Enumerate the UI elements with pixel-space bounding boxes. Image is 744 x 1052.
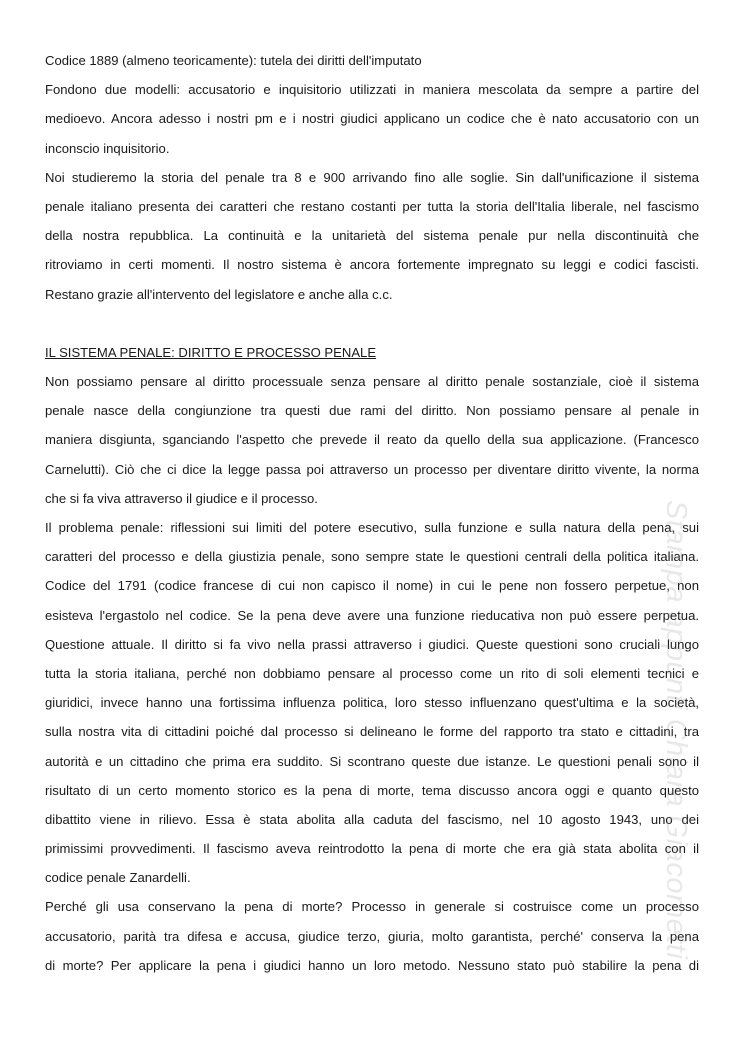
- text-line: Fondono due modelli: accusatorio e inquisitorio utilizzati in maniera mescolata da sempre a partire del: [45, 82, 699, 98]
- text-line: di morte? Per applicare la pena i giudici hanno un loro metodo. Nessuno stato può stabilire la pena di: [45, 957, 699, 973]
- text-line: Codice del 1791 (codice francese di cui non capisco il nome) in cui le pene non fossero perpetue, non: [45, 578, 699, 594]
- text-line: Perché gli usa conservano la pena di morte? Processo in generale si costruisce come un processo: [45, 899, 699, 915]
- text-line: giuridici, invece hanno una fortissima influenza politica, loro stesso influenzano quest'ultima e la società,: [45, 695, 699, 711]
- text-line: penale italiano presenta dei caratteri che restano costanti per tutta la storia dell'Italia liberale, nel fascismo: [45, 198, 699, 214]
- text-line: dibattito viene in rilievo. Essa è stata abolita alla caduta del fascismo, nel 10 agosto 1943, uno dei: [45, 811, 699, 827]
- text-line: autorità e un cittadino che prima era suddito. Si scontrano queste due istanze. Le questioni penali sono il: [45, 753, 699, 769]
- text-line: esisteva l'ergastolo nel codice. Se la pena deve avere una funzione rieducativa non può essere perpetua.: [45, 607, 699, 623]
- text-line: Restano grazie all'intervento del legislatore e anche alla c.c.: [45, 286, 393, 302]
- text-line: Non possiamo pensare al diritto processuale senza pensare al diritto penale sostanziale, cioè il sistema: [45, 374, 699, 390]
- text-line: accusatorio, parità tra difesa e accusa, giudice terzo, giuria, molto garantista, perché' conserva la pena: [45, 928, 699, 944]
- text-line: Carnelutti). Ciò che ci dice la legge passa poi attraverso un processo per diventare diritto vivente, la norma: [45, 461, 699, 477]
- watermark-text: Stampa appunti Chiara Giacometti: [660, 500, 692, 960]
- text-line: Il problema penale: riflessioni sui limiti del potere esecutivo, sulla funzione e sulla natura della pena, sui: [45, 520, 699, 535]
- text-line: inconscio inquisitorio.: [45, 140, 170, 156]
- text-line: Questione attuale. Il diritto si fa vivo nella prassi attraverso i giudici. Queste questioni sono cruciali lungo: [45, 636, 699, 652]
- text-line: penale nasce della congiunzione tra questi due rami del diritto. Non possiamo pensare al penale in: [45, 403, 699, 419]
- text-line: sulla nostra vita di cittadini poiché dal processo si delineano le forme del rapporto tra stato e cittadini, tra: [45, 724, 699, 740]
- text-line: primissimi provvedimenti. Il fascismo aveva reintrodotto la pena di morte che era già stata abolita con il: [45, 841, 699, 857]
- text-line: tutta la storia italiana, perché non dobbiamo pensare al processo come un rito di soli elementi tecnici e: [45, 665, 699, 681]
- text-line: Noi studieremo la storia del penale tra 8 e 900 arrivando fino alle soglie. Sin dall'unificazione il sistema: [45, 169, 699, 185]
- text-line: ritroviamo in certi momenti. Il nostro sistema è ancora fortemente impregnato su leggi e codici fascisti.: [45, 257, 699, 273]
- text-line: caratteri del processo e della giustizia penale, sono sempre state le questioni centrali della politica italiana.: [45, 549, 699, 565]
- paragraph-gap: [45, 309, 699, 338]
- section-heading: IL SISTEMA PENALE: DIRITTO E PROCESSO PENALE: [45, 344, 377, 360]
- text-line: maniera disgiunta, sganciando l'aspetto che prevede il reato da quello della sua applicazione. (Francesco: [45, 432, 699, 448]
- text-line: risultato di un certo momento storico es la pena di morte, tema discusso ancora oggi e quanto questo: [45, 782, 699, 798]
- text-line: della nostra repubblica. La continuità e la unitarietà del sistema penale pur nella discontinuità che: [45, 228, 699, 244]
- text-line: medioevo. Ancora adesso i nostri pm e i nostri giudici applicano un codice che è nato accusatorio con un: [45, 111, 699, 127]
- text-line: codice penale Zanardelli.: [45, 870, 191, 886]
- text-line: Codice 1889 (almeno teoricamente): tutela dei diritti dell'imputato: [45, 53, 422, 68]
- watermark: [648, 500, 694, 1005]
- document-page: [45, 46, 699, 980]
- text-line: che si fa viva attraverso il giudice e il processo.: [45, 490, 318, 506]
